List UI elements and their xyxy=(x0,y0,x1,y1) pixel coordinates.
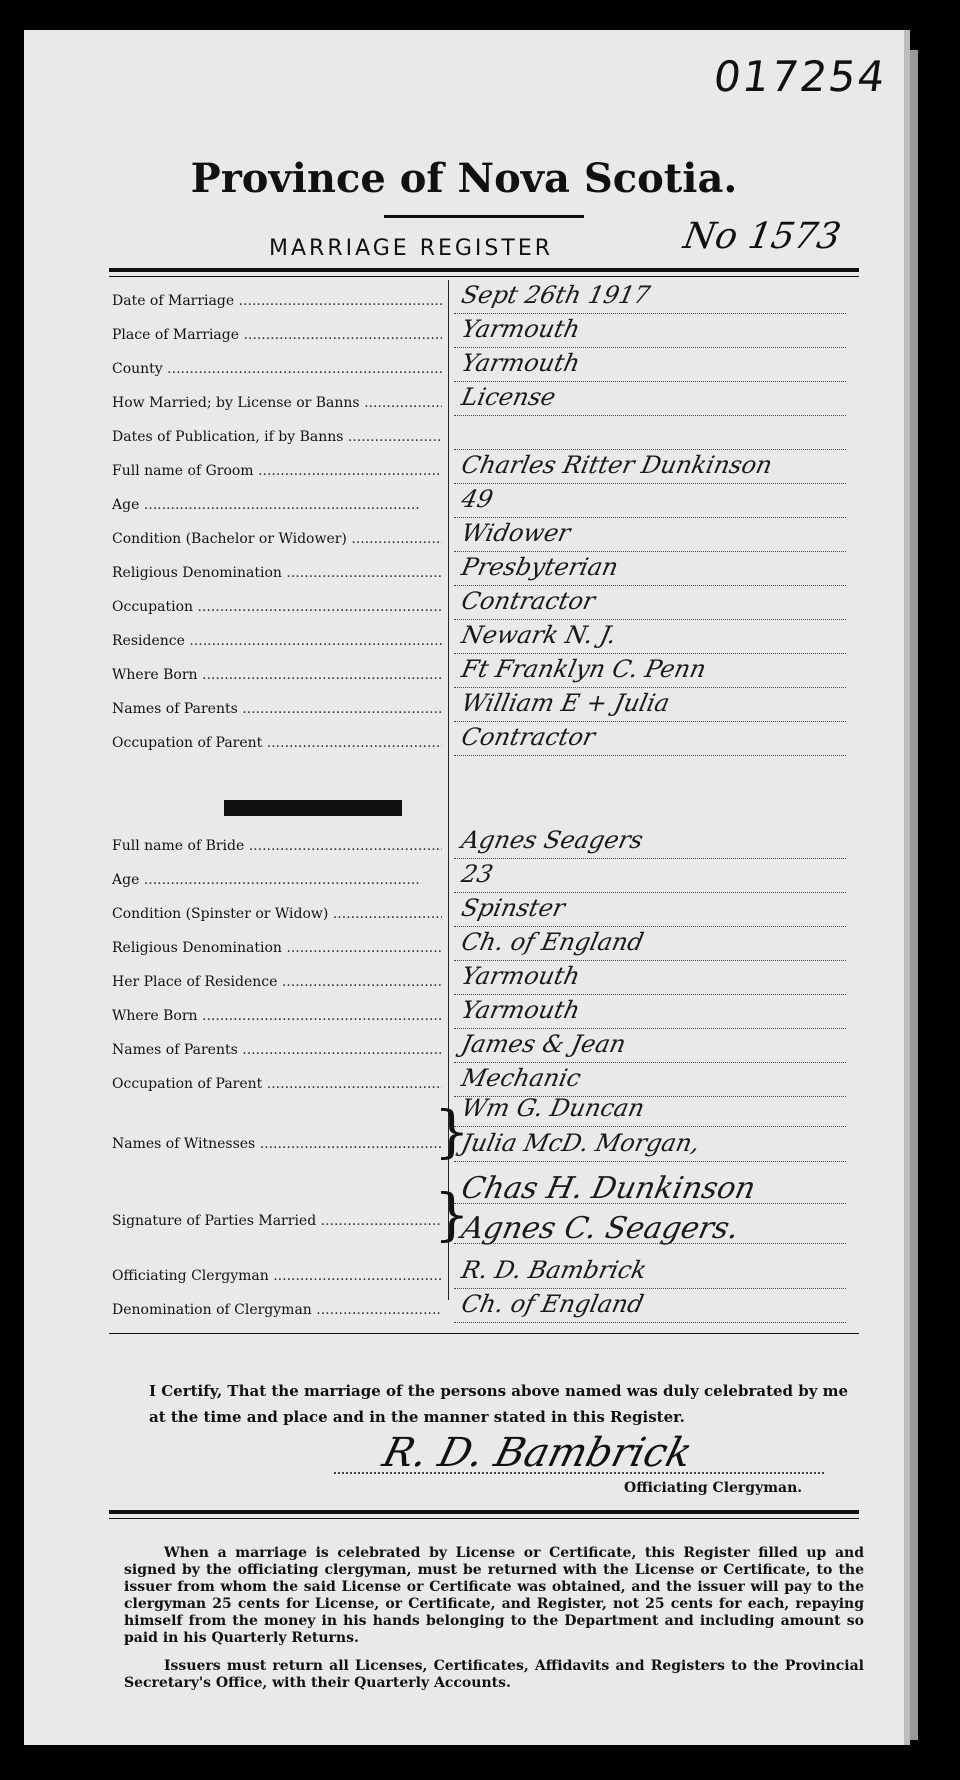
signature-1 xyxy=(112,1171,852,1206)
witness-2 xyxy=(112,1129,852,1163)
notice-rule xyxy=(109,1510,859,1514)
field-line xyxy=(454,1126,846,1127)
field-label: Full name of Groom ..... xyxy=(112,463,442,479)
field-label: Denomination of Clergyman ..... xyxy=(112,1302,442,1318)
signature-value: Agnes C. Seagers. xyxy=(458,1211,742,1246)
field-line xyxy=(454,619,846,620)
field-row xyxy=(112,553,852,587)
witness-value: Wm G. Duncan xyxy=(459,1094,647,1122)
field-row xyxy=(112,587,852,621)
notice-paragraph-2: Issuers must return all Licenses, Certificates, Affidavits and Registers to the Provincial Secretary's Office, with their Quarterly Accounts. xyxy=(124,1658,864,1691)
register-sheet xyxy=(24,30,910,1745)
serial-number: 017254 xyxy=(710,52,890,101)
title-rule xyxy=(384,215,584,218)
field-row xyxy=(112,383,852,417)
field-line xyxy=(454,926,846,927)
field-value: Mechanic xyxy=(459,1064,584,1092)
field-line xyxy=(454,483,846,484)
field-label: Occupation of Parent ..... xyxy=(112,735,442,751)
notice-paragraph: When a marriage is celebrated by License or Certificate, this Register filled up and signed by the officiating clergyman, must be returned with the License or Certificate, to the issuer from whom the said License or Certificate was obtained, and the issuer will pay to the clergyman 25 cents for License, or Certificate, and Register, not 25 cents for each, repaying himself from the money in his hands belonging to the Department and including amount so paid in his Quarterly Returns. xyxy=(124,1545,864,1646)
field-row xyxy=(112,349,852,383)
field-value: Contractor xyxy=(459,723,598,751)
field-line xyxy=(454,721,846,722)
field-value: James & Jean xyxy=(459,1030,629,1058)
field-line xyxy=(454,313,846,314)
field-line xyxy=(454,755,846,756)
field-line xyxy=(454,517,846,518)
field-label: Residence ..... xyxy=(112,633,442,649)
signature-2 xyxy=(112,1211,852,1246)
field-line xyxy=(454,1203,846,1204)
field-value: Charles Ritter Dunkinson xyxy=(459,451,775,479)
field-label: Age ..... xyxy=(112,497,442,513)
field-line xyxy=(454,381,846,382)
field-row xyxy=(112,519,852,553)
field-value: 23 xyxy=(459,860,496,888)
field-line xyxy=(454,585,846,586)
field-value: Widower xyxy=(459,519,573,547)
field-line xyxy=(454,449,846,450)
field-value: License xyxy=(459,383,559,411)
field-label: Her Place of Residence ..... xyxy=(112,974,442,990)
header-rule-thin xyxy=(109,276,859,277)
field-value: Ch. of England xyxy=(459,928,647,956)
certification-text: I Certify, That the marriage of the persons above named was duly celebrated by me at the time and place and in the manner stated in this Register. xyxy=(149,1382,849,1426)
field-row xyxy=(112,723,852,757)
field-value: William E + Julia xyxy=(459,689,673,717)
field-label: Where Born ..... xyxy=(112,667,442,683)
field-line xyxy=(454,858,846,859)
field-label: Religious Denomination ..... xyxy=(112,565,442,581)
signature-line xyxy=(334,1472,824,1474)
field-row xyxy=(112,928,852,962)
field-line xyxy=(454,347,846,348)
field-row xyxy=(112,894,852,928)
notice-rule-thin xyxy=(109,1518,859,1519)
officiating-caption: Officiating Clergyman. xyxy=(624,1480,803,1496)
field-value: Yarmouth xyxy=(459,315,583,343)
field-label: How Married; by License or Banns ..... xyxy=(112,395,442,411)
field-row xyxy=(112,485,852,519)
field-row xyxy=(112,826,852,860)
field-value: Presbyterian xyxy=(459,553,621,581)
field-row xyxy=(112,655,852,689)
field-value: Contractor xyxy=(459,587,598,615)
field-row xyxy=(112,451,852,485)
field-line xyxy=(454,960,846,961)
field-row xyxy=(112,281,852,315)
field-label: Occupation of Parent ..... xyxy=(112,1076,442,1092)
field-line xyxy=(454,1062,846,1063)
field-row xyxy=(112,996,852,1030)
field-label: Condition (Bachelor or Widower) ..... xyxy=(112,531,442,547)
field-label: Dates of Publication, if by Banns ..... xyxy=(112,429,442,445)
field-value: 49 xyxy=(459,485,496,513)
field-label: Names of Parents ..... xyxy=(112,701,442,717)
page-title: Province of Nova Scotia. xyxy=(190,155,738,202)
signature-value: Chas H. Dunkinson xyxy=(458,1171,759,1206)
field-line xyxy=(454,1243,846,1244)
witness-value: Julia McD. Morgan, xyxy=(459,1129,703,1157)
register-subtitle: MARRIAGE REGISTER xyxy=(269,236,554,261)
field-line xyxy=(454,1028,846,1029)
clergy-signature: R. D. Bambrick xyxy=(378,1430,697,1476)
field-value: Sept 26th 1917 xyxy=(459,281,653,309)
field-row xyxy=(112,315,852,349)
field-row xyxy=(112,962,852,996)
header-rule xyxy=(109,268,859,272)
field-line xyxy=(454,653,846,654)
field-label: Occupation ..... xyxy=(112,599,442,615)
field-row xyxy=(112,1030,852,1064)
field-value: Ft Franklyn C. Penn xyxy=(459,655,709,683)
witnesses-label: Names of Witnesses ..... xyxy=(112,1136,442,1152)
field-label: Religious Denomination ..... xyxy=(112,940,442,956)
field-label: Where Born ..... xyxy=(112,1008,442,1024)
field-line xyxy=(454,1322,846,1323)
field-row xyxy=(112,1256,852,1290)
field-value: Yarmouth xyxy=(459,996,583,1024)
signatures-label: Signature of Parties Married ..... xyxy=(112,1213,442,1229)
witnesses-brace: } xyxy=(434,1100,470,1165)
field-row xyxy=(112,689,852,723)
field-line xyxy=(454,415,846,416)
field-row xyxy=(112,421,852,451)
field-line xyxy=(454,1161,846,1162)
field-label: Officiating Clergyman ..... xyxy=(112,1268,442,1284)
field-line xyxy=(454,994,846,995)
field-label: County ..... xyxy=(112,361,442,377)
certify-top-rule xyxy=(109,1333,859,1334)
field-value: Newark N. J. xyxy=(459,621,619,649)
field-label: Place of Marriage ..... xyxy=(112,327,442,343)
signatures-brace: } xyxy=(434,1183,470,1248)
field-value: Agnes Seagers xyxy=(459,826,646,854)
field-line xyxy=(454,1288,846,1289)
field-label: Date of Marriage ..... xyxy=(112,293,442,309)
register-number: No 1573 xyxy=(680,216,844,257)
field-row xyxy=(112,621,852,655)
field-line xyxy=(454,551,846,552)
field-value: R. D. Bambrick xyxy=(459,1256,650,1284)
witness-1 xyxy=(112,1094,852,1128)
field-label: Age ..... xyxy=(112,872,442,888)
field-label: Full name of Bride ..... xyxy=(112,838,442,854)
section-separator-bar xyxy=(224,800,402,816)
field-line xyxy=(454,892,846,893)
field-label: Condition (Spinster or Widow) ..... xyxy=(112,906,442,922)
field-value: Ch. of England xyxy=(459,1290,647,1318)
field-row xyxy=(112,1290,852,1324)
field-label: Names of Parents ..... xyxy=(112,1042,442,1058)
field-value: Spinster xyxy=(459,894,568,922)
field-value: Yarmouth xyxy=(459,349,583,377)
field-line xyxy=(454,687,846,688)
field-row xyxy=(112,860,852,894)
field-value: Yarmouth xyxy=(459,962,583,990)
